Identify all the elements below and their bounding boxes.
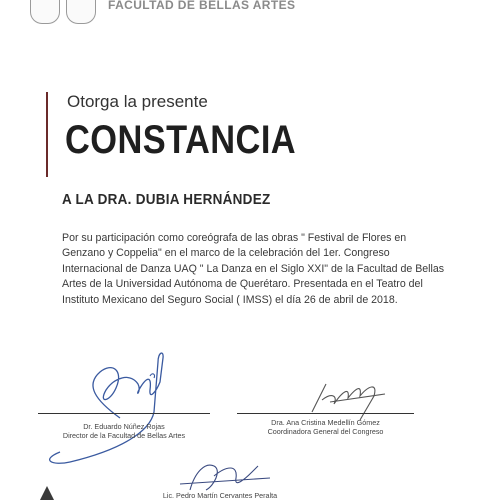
signer-left (38, 422, 210, 440)
signer-right (237, 418, 414, 436)
certificate-title: CONSTANCIA (65, 118, 297, 162)
intro-text: Otorga la presente (67, 92, 208, 111)
signature-line-left (38, 413, 210, 414)
accent-vertical-rule (46, 92, 48, 177)
signer-bottom (140, 491, 300, 500)
header-logos (30, 0, 102, 26)
signer-right-name: Dra. Ana Cristina Medellín Gómez (271, 418, 380, 427)
corner-triangle-icon (40, 486, 54, 500)
signature-right-graphic (312, 384, 385, 420)
signer-bottom-name: Lic. Pedro Martín Cervantes Peralta (162, 491, 278, 500)
faculty-seal-icon (66, 0, 96, 24)
signature-line-right (237, 413, 414, 414)
signer-left-name: Dr. Eduardo Núñez Rojas (83, 422, 165, 431)
signature-bottom-graphic (180, 465, 270, 490)
signer-left-role: Director de la Facultad de Bellas Artes (62, 431, 186, 440)
faculty-name: FACULTAD DE BELLAS ARTES (108, 0, 296, 12)
certificate-body: Por su participación como coreógrafa de las obras " Festival de Flores en Genzano y Coppelia" en el marco de la celebración del 1er. Congreso Internacional de Danza UAQ " La Danza en el Siglo XXI" de la Facultad de Bellas Artes de la Universidad Autónoma de Querétaro. Presentada en el Teatro del Instituto Mexicano del Seguro Social ( IMSS) el día 26 de abril de 2018. (62, 232, 445, 306)
recipient-name: A LA DRA. DUBIA HERNÁNDEZ (62, 191, 271, 208)
signer-right-role: Coordinadora General del Congreso (267, 427, 384, 436)
signature-left-graphic (50, 353, 163, 463)
university-seal-icon (30, 0, 60, 24)
